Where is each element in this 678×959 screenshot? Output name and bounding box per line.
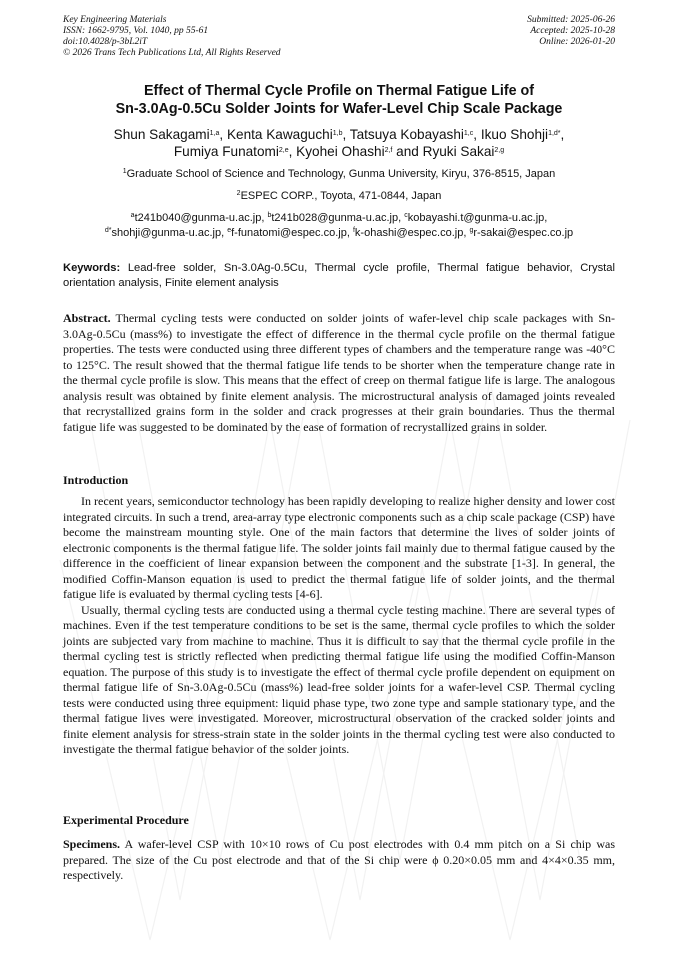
online-date: Online: 2026-01-20 (539, 37, 615, 47)
introduction-heading: Introduction (63, 473, 129, 487)
introduction-paragraph-1: In recent years, semiconductor technology has been rapidly developing to realize higher density and lower cost integrated circuits. In such a trend, area-array type electronic components such as a chip scale package (CSP) have become the mainstream mounting style. One of the main factors that determine the lives of solder joints of electronic components is the thermal fatigue life. The solder joints fail mainly due to thermal fatigue caused by the difference in the coefficient of linear expansion between the component and the substrate [1-3]. In general, the modified Coffin-Manson equation is used to predict the thermal fatigue life of solder joints, and the thermal fatigue life is evaluated by thermal cycling tests [4-6]. (63, 494, 615, 601)
email-link[interactable]: $^f$k-ohashi@espec.co.jp (352, 227, 464, 239)
keywords-text: Lead-free solder, Sn-3.0Ag-0.5Cu, Thermal cycle profile, Thermal fatigue behavior, Crystal orientation analysis, Finite element analysis (63, 262, 615, 289)
author-list: Shun Sakagami$^{1,a}$, Kenta Kawaguchi$^{1,b}$, Tatsuya Kobayashi$^{1,c}$, Ikuo Shohji$^{1,d*}$, Fumiya Funatomi$^{2,e}$, Kyohei Ohashi$^{2,f}$ and Ryuki Sakai$^{2,g}$ (113, 127, 565, 159)
specimens-label: Specimens. (63, 837, 120, 851)
author: Shun Sakagami$^{1,a}$ (113, 127, 220, 142)
affiliation-1: $^1$Graduate School of Science and Technology, Gunma University, Kiryu, 376-8515, Japan (122, 168, 556, 180)
email-link[interactable]: $^{d*}$shohji@gunma-u.ac.jp (104, 227, 222, 239)
abstract-label: Abstract. (63, 311, 111, 325)
issn: ISSN: 1662-9795, Vol. 1040, pp 55-61 (63, 26, 209, 36)
author-emails: $^a$t241b040@gunma-u.ac.jp, $^b$t241b028@gunma-u.ac.jp, $^c$kobayashi.t@gunma-u.ac.jp, $^{d*}$shohji@gunma-u.ac.jp, $^e$f-funatomi@espec.co.jp, $^f$k-ohashi@espec.co.jp, $^g$r-sakai@espec.co.jp (104, 212, 574, 239)
email-link[interactable]: $^a$t241b040@gunma-u.ac.jp (130, 212, 262, 224)
abstract (63, 311, 615, 435)
specimens-paragraph (63, 837, 615, 884)
email-link[interactable]: $^c$kobayashi.t@gunma-u.ac.jp (404, 212, 545, 224)
accepted-date: Accepted: 2025-10-28 (530, 26, 615, 36)
abstract-text: Thermal cycling tests were conducted on solder joints of wafer-level chip scale packages with Sn-3.0Ag-0.5Cu (mass%) to investigate the effect of difference in the thermal cycle profile on the thermal fatigue properties. The tests were conducted using three different types of chambers and the temperature range was -40°C to 125°C. The result showed that the thermal fatigue life tends to be shorter when the temperature change rate in the thermal cycle profile is slow. This means that the effect of creep on thermal fatigue life is large. The analogous analysis result was obtained by finite element analysis. The microstructural analysis of damaged joints revealed that recrystallized grains form in the solder and crack progresses at their grain boundaries. Thus the thermal fatigue life was suggested to be dominated by the ease of formation of recrystallized grains in solder. (63, 311, 615, 434)
doi[interactable]: doi:10.4028/p-3bL2iT (63, 37, 148, 47)
submitted-date: Submitted: 2025-06-26 (527, 15, 615, 25)
email-link[interactable]: $^g$r-sakai@espec.co.jp (469, 227, 574, 239)
experimental-heading: Experimental Procedure (63, 813, 189, 827)
author: Ryuki Sakai$^{2,g}$ (422, 144, 505, 159)
author: Fumiya Funatomi$^{2,e}$ (173, 144, 289, 159)
email-link[interactable]: $^b$t241b028@gunma-u.ac.jp (267, 212, 399, 224)
introduction-paragraph-2: Usually, thermal cycling tests are conducted using a thermal cycle testing machine. There are several types of machines. Even if the test temperature conditions to be set is the same, thermal cycle profiles to which the solder joints are subjected vary from machine to machine. Thus it is difficult to say that the thermal cycle profile in the thermal cycling test is strictly reflected when predicting thermal fatigue life using the modified Coffin-Manson equation. The purpose of this study is to investigate the effect of thermal cycle profile dependent on equipment on thermal fatigue life of Sn-3.0Ag-0.5Cu (mass%) lead-free solder joints for a wafer-level CSP. Thermal cycling tests were conducted using three equipment: liquid phase type, two zone type and sample stationary type, and the thermal fatigue lives were investigated. Moreover, microstructural observation of the cracked solder joints and finite element analysis for stress-strain state in the solder joints in the thermal cycling test were also conducted to investigate the thermal fatigue behavior of the solder joints. (63, 602, 615, 756)
author: Ikuo Shohji$^{1,d*}$ (480, 127, 561, 142)
introduction-body (63, 494, 615, 758)
keywords-label: Keywords: (63, 262, 121, 274)
copyright: © 2026 Trans Tech Publications Ltd, All Rights Reserved (63, 48, 281, 58)
journal-info (63, 15, 281, 59)
title-line-1: Effect of Thermal Cycle Profile on Thermal Fatigue Life of (143, 83, 535, 99)
keywords (63, 261, 615, 291)
paper-title (40, 82, 638, 118)
journal-name: Key Engineering Materials (63, 15, 167, 25)
title-line-2: Sn-3.0Ag-0.5Cu Solder Joints for Wafer-Level Chip Scale Package (115, 101, 563, 117)
affiliation-2: $^2$ESPEC CORP., Toyota, 471-0844, Japan (236, 190, 442, 202)
author: Kenta Kawaguchi$^{1,b}$ (226, 127, 343, 142)
author: Kyohei Ohashi$^{2,f}$ (296, 144, 393, 159)
author: Tatsuya Kobayashi$^{1,c}$ (349, 127, 474, 142)
specimens-text: A wafer-level CSP with 10×10 rows of Cu post electrodes with 0.4 mm pitch on a Si chip was prepared. The size of the Cu post electrode and that of the Si chip were ϕ 0.20×0.05 mm and 4×4×0.35 mm, respectively. (63, 837, 615, 882)
publication-dates (527, 15, 615, 48)
email-link[interactable]: $^e$f-funatomi@espec.co.jp (227, 227, 347, 239)
